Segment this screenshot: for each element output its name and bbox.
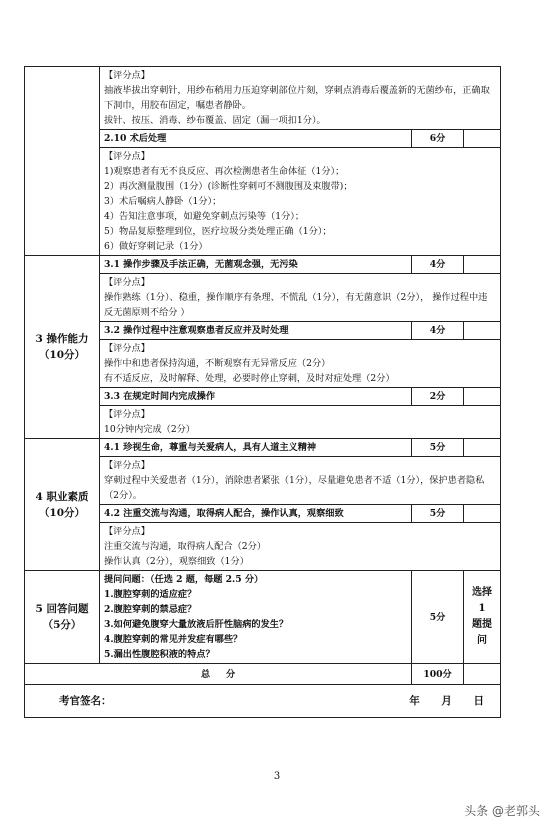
page-number: 3 (273, 771, 281, 782)
watermark (464, 802, 540, 819)
scoring-points-block: 【评分点】 操作中和患者保持沟通，不断观察有无异常反应（2分） 有不适反应，及时解释、处理，必要时停止穿刺，及时对症处理（2分） (100, 340, 501, 388)
total-label: 总 分 (25, 664, 412, 685)
question-note: 选择 1 题提问 (464, 571, 501, 664)
signature-row (25, 685, 501, 718)
item-score: 2分 (412, 388, 464, 406)
signature-date (391, 694, 496, 709)
signature-label: 考官签名： (59, 694, 112, 707)
item-title: 3.1 操作步骤及手法正确，无菌观念强，无污染 (100, 256, 412, 274)
category-cell-blank (25, 67, 100, 256)
watermark-text: 头条 @老郭头 (464, 804, 540, 818)
scoring-table (24, 66, 501, 718)
item-title: 4.1 珍视生命，尊重与关爱病人，具有人道主义精神 (100, 439, 412, 457)
item-score: 5分 (412, 439, 464, 457)
empty-cell (464, 322, 501, 340)
item-score: 5分 (412, 571, 464, 664)
table-row (25, 256, 501, 274)
item-title: 2.10 术后处理 (100, 130, 412, 148)
category-answer-questions: 5 回答问题 （5分） (25, 571, 100, 664)
item-score: 4分 (412, 322, 464, 340)
item-title: 3.3 在规定时间内完成操作 (100, 388, 412, 406)
examiner-signature (25, 685, 501, 718)
date-year: 年 (409, 694, 420, 707)
item-score: 6分 (412, 130, 464, 148)
empty-cell (464, 388, 501, 406)
empty-cell (464, 256, 501, 274)
empty-cell (464, 505, 501, 523)
category-professional-quality: 4 职业素质 （10分） (25, 439, 100, 571)
table-row (25, 571, 501, 664)
scoring-points-block: 【评分点】 穿刺过程中关爱患者（1分），消除患者紧张（1分），尽量避免患者不适（1分），保护患者隐私（2分）。 (100, 457, 501, 505)
scoring-points-block: 【评分点】 注重交流与沟通，取得病人配合（2分） 操作认真（2分），观察细致（1分） (100, 523, 501, 571)
question-list: 提问问题：（任选 2 题，每题 2.5 分） 1.腹腔穿刺的适应症？ 2.腹腔穿刺的禁忌症？ 3.如何避免腹穿大量放液后肝性脑病的发生？ 4.腹腔穿刺的常见并发症有哪些？ 5.漏出性腹腔积液的特点？ (100, 571, 412, 664)
empty-cell (464, 664, 501, 685)
empty-cell (464, 439, 501, 457)
item-title: 3.2 操作过程中注意观察患者反应并及时处理 (100, 322, 412, 340)
item-score: 4分 (412, 256, 464, 274)
date-month: 月 (441, 694, 452, 707)
item-score: 5分 (412, 505, 464, 523)
category-operation-ability: 3 操作能力 （10分） (25, 256, 100, 439)
scoring-points-block: 【评分点】 1)观察患者有无不良反应、再次检测患者生命体征（1分）； 2）再次测量腹围（1分）(诊断性穿刺可不测腹围及束腹带)； 3）术后嘱病人静卧（1分）； 4）告知注意事项，如避免穿刺点污染等（1分）； 5）物品复原整理到位，医疗垃圾分类处理正确（1分）； 6）做好穿刺记录（1分） (100, 148, 501, 256)
scoring-points-block: 【评分点】 操作熟练（1分）、稳重，操作顺序有条理、不慌乱（1分），有无菌意识（2分）， 操作过程中违反无菌原则不给分 ） (100, 274, 501, 322)
empty-cell (464, 130, 501, 148)
total-score: 100分 (412, 664, 464, 685)
item-title: 4.2 注重交流与沟通，取得病人配合，操作认真，观察细致 (100, 505, 412, 523)
scoring-points-block: 【评分点】 抽液毕拔出穿刺针，用纱布稍用力压迫穿刺部位片刻，穿刺点消毒后覆盖新的无菌纱布，正确取下洞巾，用胶布固定，嘱患者静卧。 拔针、按压、消毒、纱布覆盖、固定（漏一项扣1分）。 (100, 67, 501, 130)
table-row (25, 67, 501, 130)
date-day: 日 (473, 694, 484, 707)
total-row (25, 664, 501, 685)
table-row (25, 439, 501, 457)
scoring-table-page (24, 66, 500, 718)
scoring-points-block: 【评分点】 10分钟内完成（2分） (100, 406, 501, 439)
